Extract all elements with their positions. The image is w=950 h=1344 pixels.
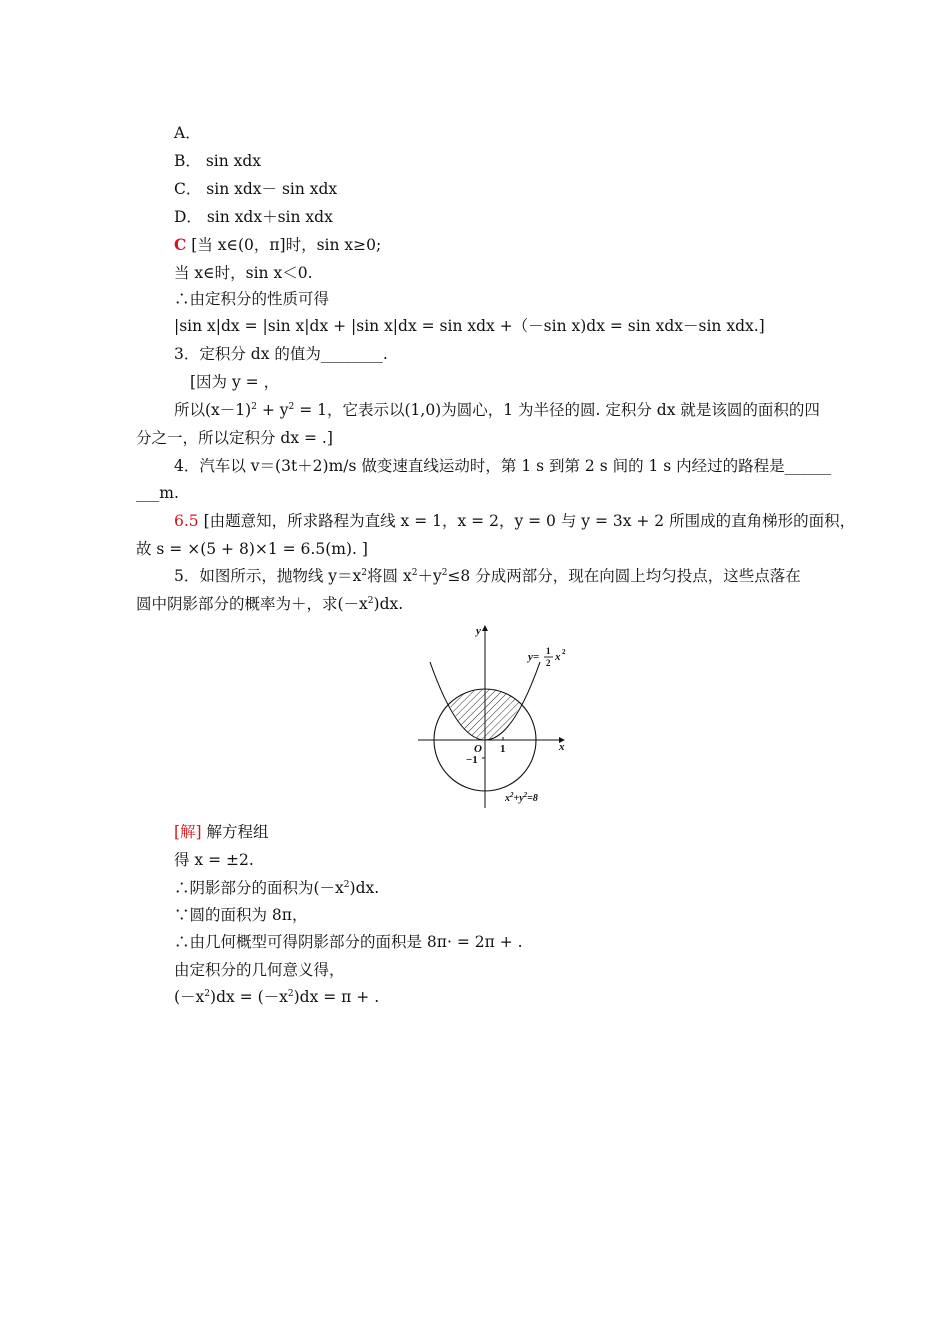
q4-question-b: ___m. — [136, 484, 179, 502]
text-fragment: ∴阴影部分的面积为(－x — [174, 879, 344, 897]
circle-label — [504, 791, 538, 804]
text-fragment: + y — [256, 401, 289, 419]
text-fragment: )dx = (－x — [210, 988, 288, 1006]
superscript: 2 — [523, 791, 528, 799]
text-fragment: ≤8 分成两部分，现在向圆上均匀投点，这些点落在 — [447, 567, 801, 585]
answer-letter: C — [174, 235, 187, 254]
q5-solution-3: ∵圆的面积为 8π， — [174, 906, 308, 924]
option-a: A． — [174, 124, 201, 142]
superscript: 2 — [251, 402, 257, 412]
q5-solution-4: ∴由几何概型可得阴影部分的面积是 8π· = 2π + . — [174, 933, 523, 951]
x-axis-label: x — [559, 741, 565, 753]
option-b: B． sin xdx — [174, 152, 262, 170]
origin-label: O — [474, 743, 482, 755]
q2-solution-line-4: |sin x|dx = |sin x|dx + |sin x|dx = sin xdx +（－sin x)dx = sin xdx－sin xdx.] — [174, 317, 765, 335]
q5-solution-5: 由定积分的几何意义得， — [174, 961, 345, 979]
superscript: 2 — [441, 568, 448, 578]
text-fragment: )dx. — [349, 879, 380, 897]
text-fragment: = 1，它表示以(1,0)为圆心，1 为半径的圆. 定积分 dx 就是该圆的面积的四 — [294, 401, 820, 419]
text-fragment: )dx = π + . — [293, 988, 380, 1006]
superscript: 2 — [287, 989, 294, 999]
text-fragment: x — [505, 793, 510, 804]
text-fragment: =8 — [527, 793, 538, 804]
parabola-label-sup: 2 — [562, 648, 566, 656]
option-c: C． sin xdx－ sin xdx — [174, 180, 338, 198]
q5-question-b — [136, 594, 403, 614]
y-axis-label: y — [476, 625, 481, 637]
parabola-label-den: 2 — [546, 658, 551, 668]
solution-label: [解] — [174, 823, 202, 841]
parabola-label-num: 1 — [546, 646, 551, 656]
q5-solution-6 — [174, 987, 379, 1007]
q2-solution-line-3: ∴由定积分的性质可得 — [174, 290, 330, 308]
q3-solution-a — [174, 400, 820, 420]
tick-label-neg1: −1 — [466, 754, 478, 766]
text-fragment: 所以(x－1) — [174, 401, 252, 419]
circle-parabola-figure — [412, 618, 584, 814]
q3-question: 3．定积分 dx 的值为________. — [174, 345, 388, 363]
q4-answer-line-2: 故 s = ×(5 + 8)×1 = 6.5(m). ] — [136, 540, 368, 558]
q5-solution-2 — [174, 878, 379, 898]
q2-solution-line-2: 当 x∈时，sin x＜0. — [174, 264, 313, 282]
q4-question-a: 4．汽车以 v＝(3t＋2)m/s 做变速直线运动时，第 1 s 到第 2 s 间的 1 s 内经过的路程是______ — [174, 457, 832, 475]
q5-question-a — [174, 566, 801, 586]
text-fragment: 将圆 x — [367, 567, 412, 585]
superscript: 2 — [343, 880, 350, 890]
text-fragment: )dx. — [373, 595, 404, 613]
tick-label-1: 1 — [500, 743, 506, 755]
q3-solution-b: 分之一，所以定积分 dx = .] — [136, 429, 333, 447]
text-fragment: (－x — [174, 988, 205, 1006]
text-fragment: +y — [513, 793, 524, 804]
superscript: 2 — [367, 596, 374, 606]
answer-text: [当 x∈(0，π]时，sin x≥0; — [186, 236, 382, 254]
text-fragment: 5．如图所示，抛物线 y＝x — [174, 567, 362, 585]
q3-hint: [因为 y = ， — [190, 373, 280, 391]
option-d: D． sin xdx＋sin xdx — [174, 208, 333, 226]
text-fragment: ＋y — [417, 567, 442, 585]
parabola-label-y: y= — [528, 651, 540, 663]
parabola-label-x: x — [555, 651, 561, 663]
solution-label-text: 解方程组 — [201, 823, 269, 841]
answer-value: 6.5 — [174, 512, 199, 530]
answer-text: [由题意知，所求路程为直线 x = 1，x = 2，y = 0 与 y = 3x + 2 所围成的直角梯形的面积， — [198, 512, 856, 530]
superscript: 2 — [288, 402, 295, 412]
superscript: 2 — [411, 568, 418, 578]
q4-answer-line — [174, 511, 855, 531]
q5-solution-1: 得 x = ±2. — [174, 851, 254, 869]
superscript: 2 — [510, 791, 514, 799]
q5-solution-header — [174, 822, 269, 842]
superscript: 2 — [361, 568, 368, 578]
superscript: 2 — [204, 989, 211, 999]
text-fragment: 圆中阴影部分的概率为＋，求(－x — [136, 595, 368, 613]
q2-answer-line — [174, 235, 381, 255]
